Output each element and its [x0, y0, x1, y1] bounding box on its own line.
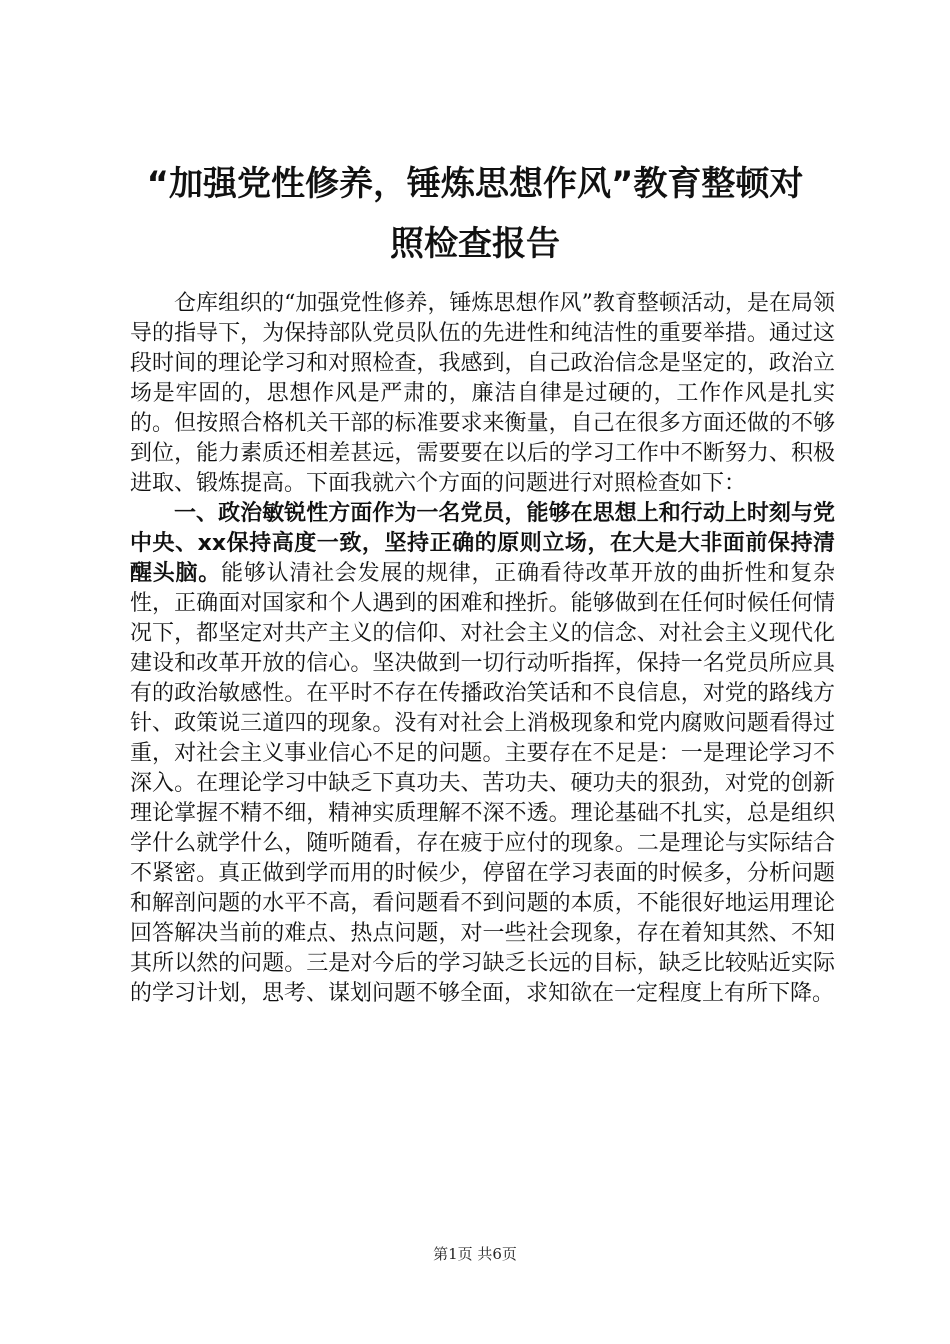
title-line-2: 照检查报告 — [390, 224, 560, 264]
page-number-footer: 第1页 共6页 — [433, 1245, 517, 1263]
section-1-heading: 一、政治敏锐性方面作为一名党员，能够在思想上和行动上时刻与党中央、xx保持高度一致，坚持正确的原则立场，在大是大非面前保持清醒头脑。 — [130, 501, 835, 586]
document-title — [100, 154, 850, 274]
intro-paragraph: 仓库组织的“加强党性修养，锤炼思想作风”教育整顿活动，是在局领导的指导下，为保持部队党员队伍的先进性和纯洁性的重要举措。通过这段时间的理论学习和对照检查，我感到，自己政治信念是坚定的，政治立场是牢固的，思想作风是严肃的，廉洁自律是过硬的，工作作风是扎实的。但按照合格机关干部的标准要求来衡量，自己在很多方面还做的不够到位，能力素质还相差甚远，需要要在以后的学习工作中不断努力、积极进取、锻炼提高。下面我就六个方面的问题进行对照检查如下： — [130, 291, 835, 496]
section-1-paragraph — [130, 499, 835, 1009]
title-line-1: “加强党性修养，锤炼思想作风”教育整顿对 — [146, 164, 804, 204]
section-1-body: 能够认清社会发展的规律，正确看待改革开放的曲折性和复杂性，正确面对国家和个人遇到的困难和挫折。能够做到在任何时候任何情况下，都坚定对共产主义的信仰、对社会主义的信念、对社会主义现代化建设和改革开放的信心。坚决做到一切行动听指挥，保持一名党员所应具有的政治敏感性。在平时不存在传播政治笑话和不良信息，对党的路线方针、政策说三道四的现象。没有对社会上消极现象和党内腐败问题看得过重，对社会主义事业信心不足的问题。主要存在不足是：一是理论学习不深入。在理论学习中缺乏下真功夫、苦功夫、硬功夫的狠劲，对党的创新理论掌握不精不细，精神实质理解不深不透。理论基础不扎实，总是组织学什么就学什么，随听随看，存在疲于应付的现象。二是理论与实际结合不紧密。真正做到学而用的时候少，停留在学习表面的时候多，分析问题和解剖问题的水平不高，看问题看不到问题的本质，不能很好地运用理论回答解决当前的难点、热点问题，对一些社会现象，存在着知其然、不知其所以然的问题。三是对今后的学习缺乏长远的目标，缺乏比较贴近实际的学习计划，思考、谋划问题不够全面，求知欲在一定程度上有所下降。 — [130, 561, 835, 1006]
document-body — [130, 289, 835, 1009]
